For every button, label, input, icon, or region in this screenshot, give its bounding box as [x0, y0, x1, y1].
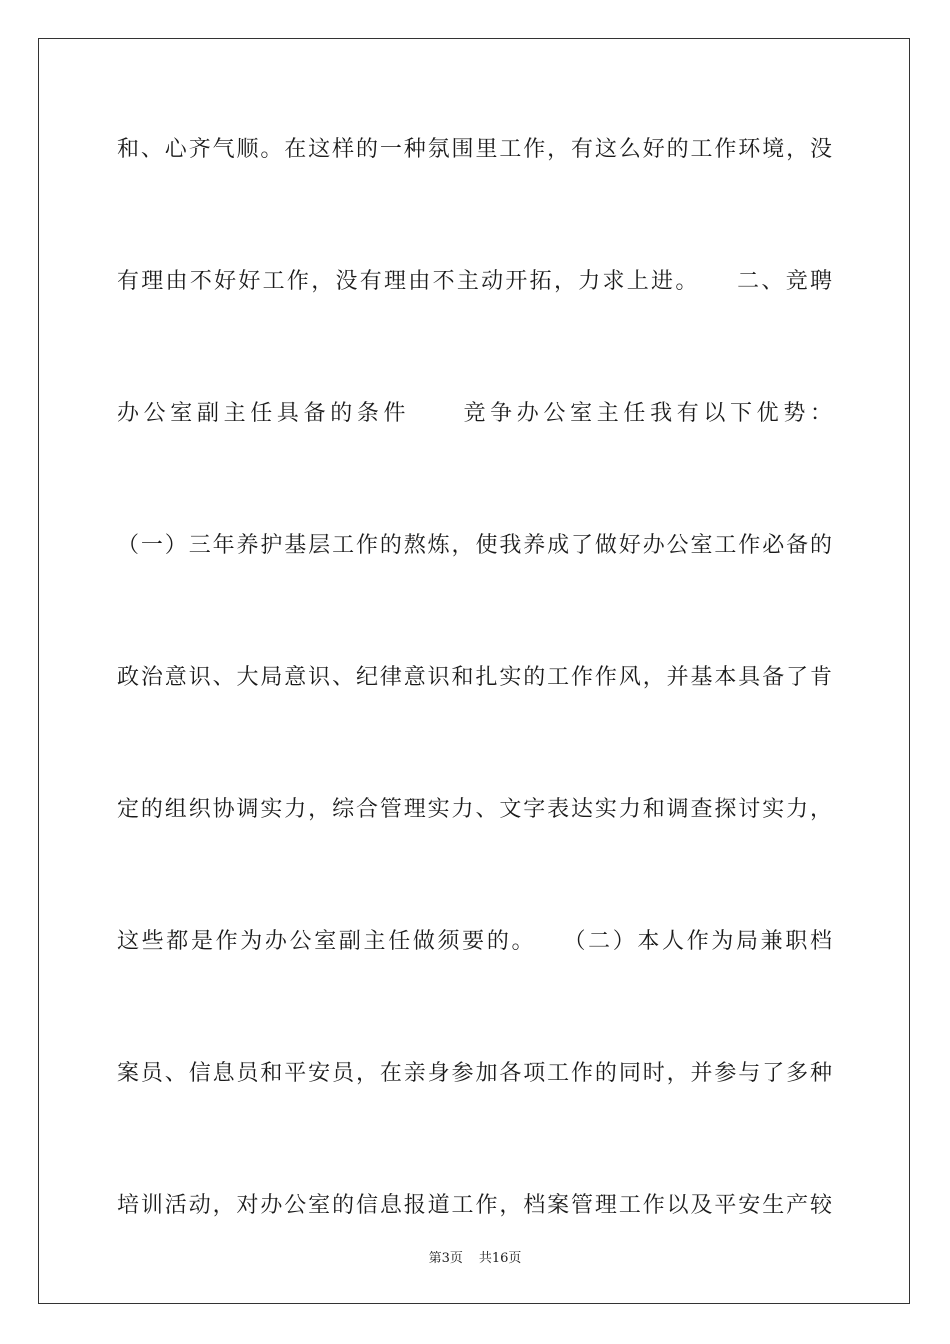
text-line: 培训活动，对办公室的信息报道工作，档案管理工作以及平安生产较 [117, 1193, 832, 1218]
text-line: 政治意识、大局意识、纪律意识和扎实的工作作风，并基本具备了肯 [117, 665, 832, 690]
text-line: 定的组织协调实力，综合管理实力、文字表达实力和调查探讨实力， [117, 797, 832, 822]
text-line: 这些都是作为办公室副主任做须要的。 （二）本人作为局兼职档 [117, 929, 832, 954]
page-number: 第3页 [428, 1251, 463, 1266]
text-line: 和、心齐气顺。在这样的一种氛围里工作，有这么好的工作环境，没 [117, 137, 832, 162]
text-line: 办公室副主任具备的条件 竞争办公室主任我有以下优势： [117, 401, 832, 426]
text-line: 案员、信息员和平安员，在亲身参加各项工作的同时，并参与了多种 [117, 1061, 832, 1086]
document-body [117, 127, 832, 1315]
page-footer [0, 1247, 950, 1266]
text-line: 有理由不好好工作，没有理由不主动开拓，力求上进。 二、竞聘 [117, 269, 832, 294]
page-total: 共16页 [478, 1251, 522, 1266]
text-line: （一）三年养护基层工作的熬炼，使我养成了做好办公室工作必备的 [117, 533, 832, 558]
